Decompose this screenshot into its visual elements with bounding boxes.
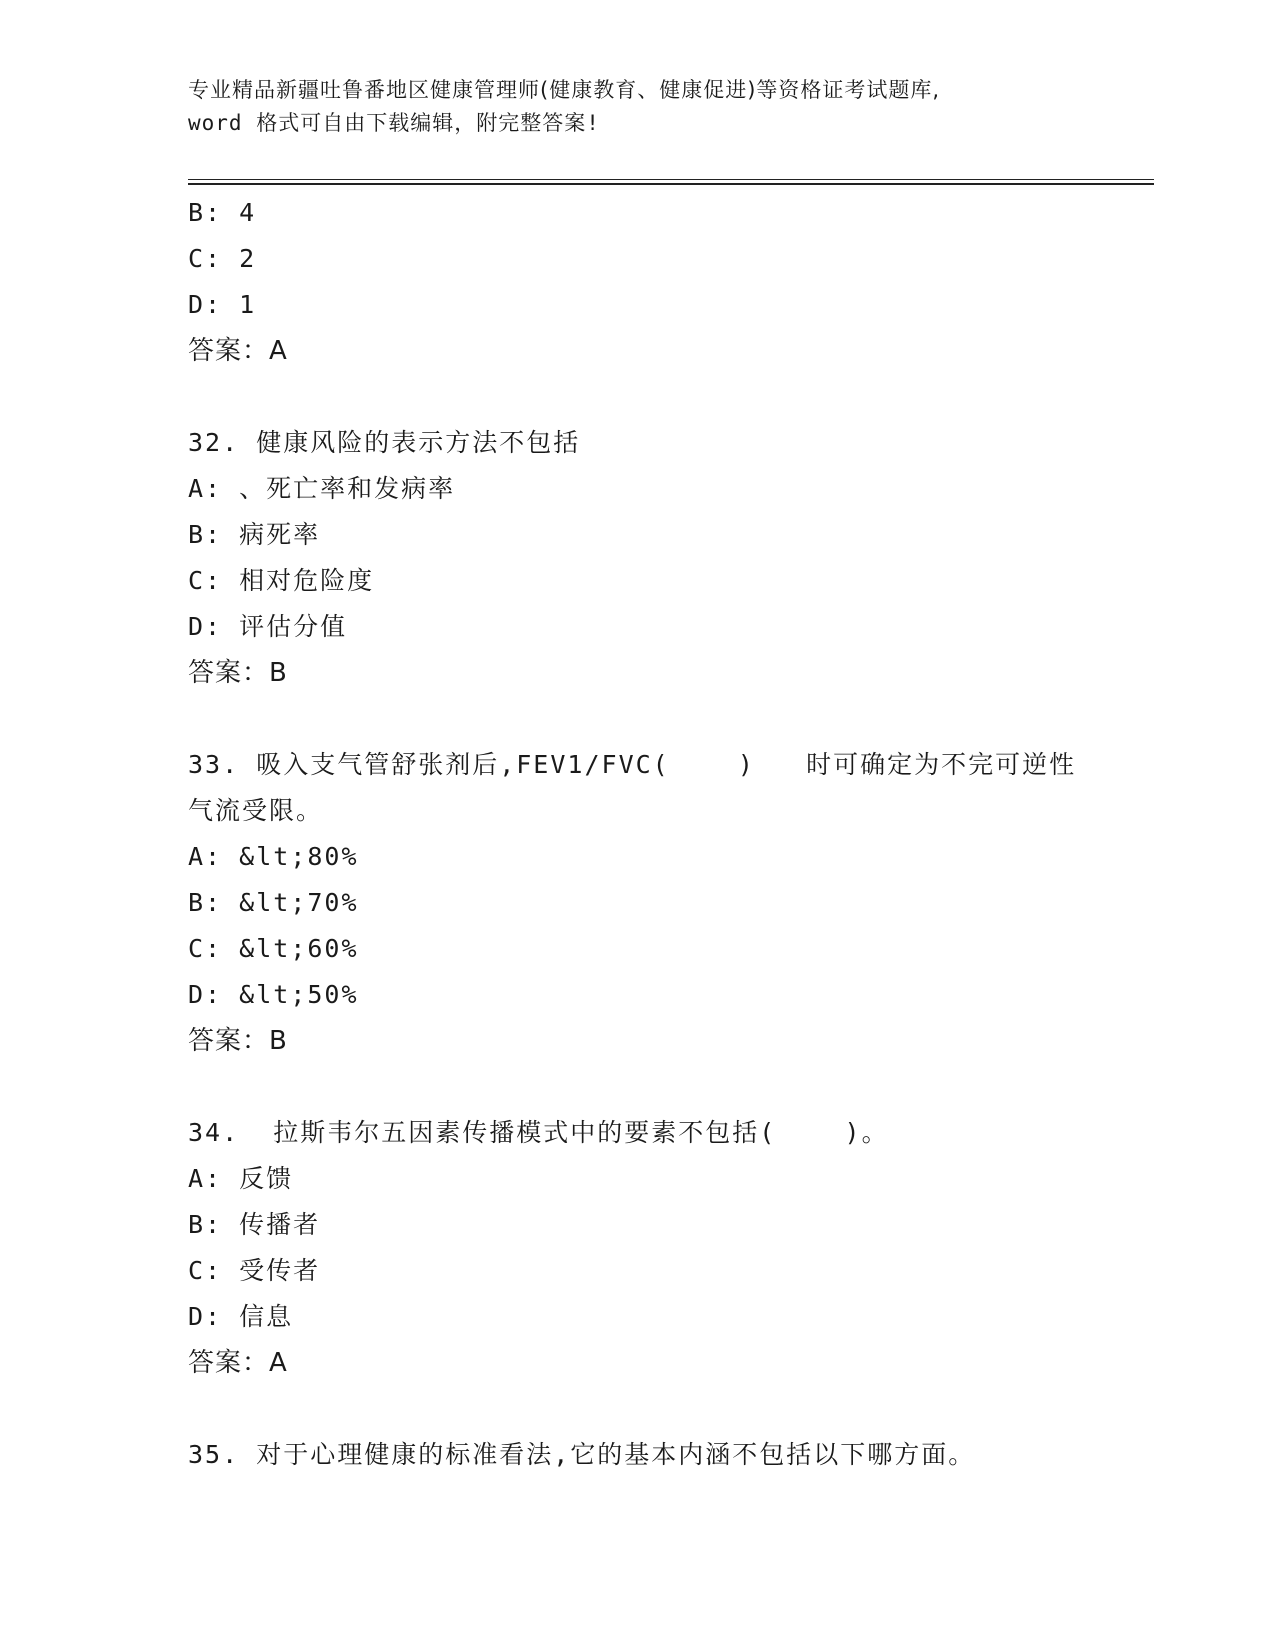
- question-title: 35. 对于心理健康的标准看法,它的基本内涵不包括以下哪方面。: [188, 1440, 976, 1469]
- option-d: D: 信息: [188, 1302, 294, 1331]
- question-title: 33. 吸入支气管舒张剂后,FEV1/FVC( ) 时可确定为不完可逆性: [188, 750, 1077, 779]
- header-rule-thick: [188, 183, 1154, 185]
- option-a: A: 、死亡率和发病率: [188, 474, 456, 503]
- option-b: B: &lt;70%: [188, 888, 359, 917]
- option-c: C: 相对危险度: [188, 566, 375, 595]
- option-d: D: 评估分值: [188, 612, 348, 641]
- answer: 答案：B: [188, 1026, 288, 1056]
- option-c: C: 2: [188, 244, 257, 273]
- answer: 答案：A: [188, 336, 288, 366]
- option-c: C: 受传者: [188, 1256, 321, 1285]
- option-a: A: 反馈: [188, 1164, 294, 1193]
- option-a: A: &lt;80%: [188, 842, 359, 871]
- document-header: [188, 74, 1088, 140]
- header-line-1: 专业精品新疆吐鲁番地区健康管理师(健康教育、健康促进)等资格证考试题库,: [188, 78, 941, 102]
- answer: 答案：A: [188, 1348, 288, 1378]
- option-b: B: 传播者: [188, 1210, 321, 1239]
- option-b: B: 4: [188, 198, 257, 227]
- option-c: C: &lt;60%: [188, 934, 359, 963]
- option-d: D: &lt;50%: [188, 980, 359, 1009]
- header-rule-thin: [188, 179, 1154, 180]
- header-line-2: word 格式可自由下载编辑，附完整答案!: [188, 111, 600, 135]
- question-title-continued: 气流受限。: [188, 796, 324, 825]
- option-d: D: 1: [188, 290, 257, 319]
- answer: 答案：B: [188, 658, 288, 688]
- question-list: [188, 190, 1154, 1478]
- question-title: 34. 拉斯韦尔五因素传播模式中的要素不包括( )。: [188, 1118, 889, 1147]
- option-b: B: 病死率: [188, 520, 321, 549]
- question-title: 32. 健康风险的表示方法不包括: [188, 428, 581, 457]
